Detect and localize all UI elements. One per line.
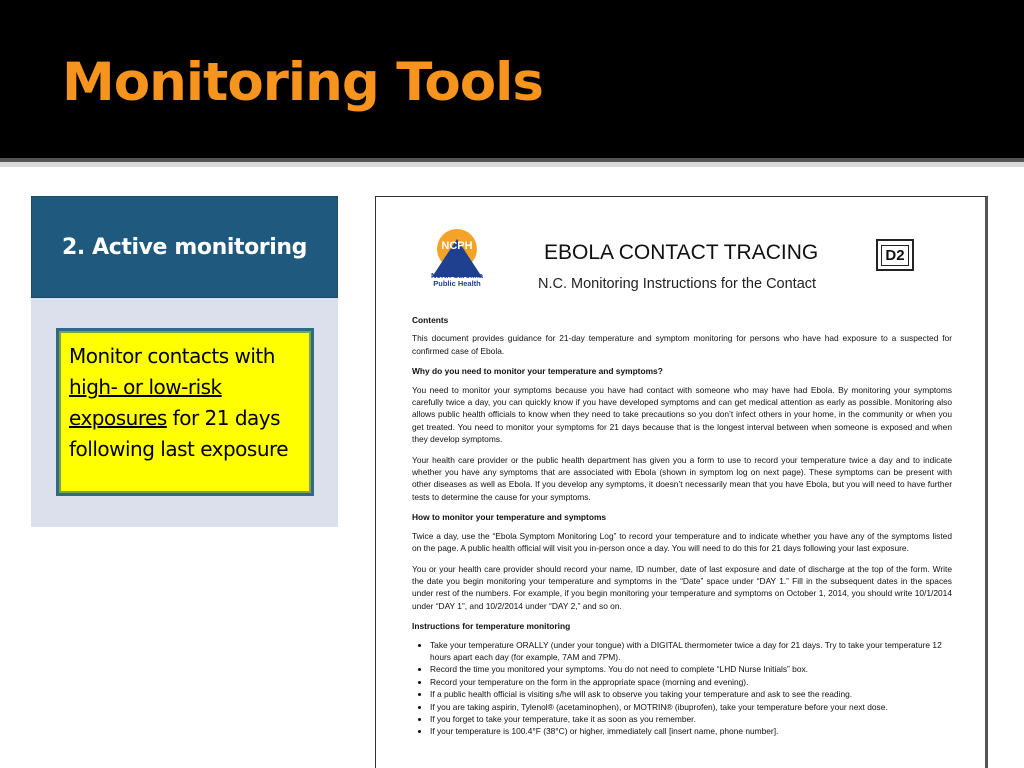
list-item: • If your temperature is 100.4°F (38°C) or higher, immediately call [insert name, phone number]. <box>430 725 952 737</box>
callout-underlined: high- or low-risk exposures <box>69 375 222 430</box>
list-item: • If you forget to take your temperature, take it as soon as you remember. <box>430 713 952 725</box>
monitoring-callout <box>56 328 314 496</box>
list-item: • If a public health official is visiting s/he will ask to observe you taking your temperature and ask to see the reading. <box>430 688 952 700</box>
section-heading: How to monitor your temperature and symptoms <box>412 512 607 523</box>
section-paragraph: You or your health care provider should record your name, ID number, date of last exposure and date of discharge at the top of the form. Write the date you begin monitoring your temperature and symptoms in the “Date” space under “DAY 1.” Fill in the subsequent dates in the spaces under rest of the numbers. For example, if you begin monitoring your temperature and symptoms on October 1, 2014, you should write 10/1/2014 under “DAY 1”, and 10/2/2014 under “DAY 2,” and so on. <box>412 563 952 611</box>
logo-letters: NCPH <box>441 240 473 252</box>
callout-line1: Monitor contacts with <box>69 344 275 368</box>
document-title: EBOLA CONTACT TRACING <box>544 241 819 264</box>
callout-rest: for 21 days following last exposure <box>69 406 289 461</box>
instructions-heading: Instructions for temperature monitoring <box>412 621 571 632</box>
section-paragraph: This document provides guidance for 21-day temperature and symptom monitoring for persons who have had exposure to a suspected for confirmed case of Ebola. <box>412 333 952 356</box>
section-paragraph: Your health care provider or the public health department has given you a form to use to record your temperature twice a day and to indicate whether you have any symptoms that are associated with Ebola (shown in symptom log on next page). These symptoms can be present with other diseases as well as Ebola. If you develop any symptoms, it doesn’t necessarily mean that you have Ebola, but you will need to have further tests to determine the cause for your symptoms. <box>412 454 952 502</box>
list-item: • If you are taking aspirin, Tylenol® (acetaminophen), or MOTRIN® (ibuprofen), take your temperature before your next dose. <box>430 701 952 713</box>
title-band <box>0 0 1024 158</box>
document-id-badge <box>876 239 914 271</box>
list-item: • Take your temperature ORALLY (under your tongue) with a DIGITAL thermometer twice a day for 21 days. Try to take your temperature 12 hours apart each day (for example, 7AM and 7PM). <box>430 639 952 664</box>
section-heading: Why do you need to monitor your temperature and symptoms? <box>412 366 663 377</box>
document-id: D2 <box>881 245 908 266</box>
list-item: • Record your temperature on the form in the appropriate space (morning and evening). <box>430 676 952 688</box>
document-subtitle: N.C. Monitoring Instructions for the Contact <box>538 276 817 292</box>
section-paragraph: You need to monitor your symptoms because you have had contact with someone who may have had Ebola. By monitoring your symptoms carefully twice a day, you can quickly know if you have developed symptoms and can get medical attention as early as possible. Monitoring also allows public health officials to know when they need to take precautions so you don’t infect others in your home, in the community or when you get treated. You need to monitor your symptoms for 21 days because that is the longest interval between when someone is exposed and when they develop symptoms. <box>412 384 952 445</box>
document-body <box>412 314 952 738</box>
org-name: North Carolina Public Health <box>430 271 484 288</box>
section <box>412 365 952 503</box>
section-paragraph: Twice a day, use the “Ebola Symptom Monitoring Log” to record your temperature and to indicate whether you have any of the symptoms listed on the page. A public health official will visit you in-person once a day. You will need to do this for 21 days following your last exposure. <box>412 530 952 554</box>
instructions-list <box>412 639 952 738</box>
section-heading: Contents <box>412 315 449 325</box>
section <box>412 314 952 357</box>
section <box>412 511 952 612</box>
active-monitoring-header: 2. Active monitoring <box>31 196 338 298</box>
document-image <box>375 196 988 768</box>
slide-title: Monitoring Tools <box>62 52 543 113</box>
list-item: • Record the time you monitored your symptoms. You do not need to complete “LHD Nurse Initials” box. <box>430 663 952 675</box>
